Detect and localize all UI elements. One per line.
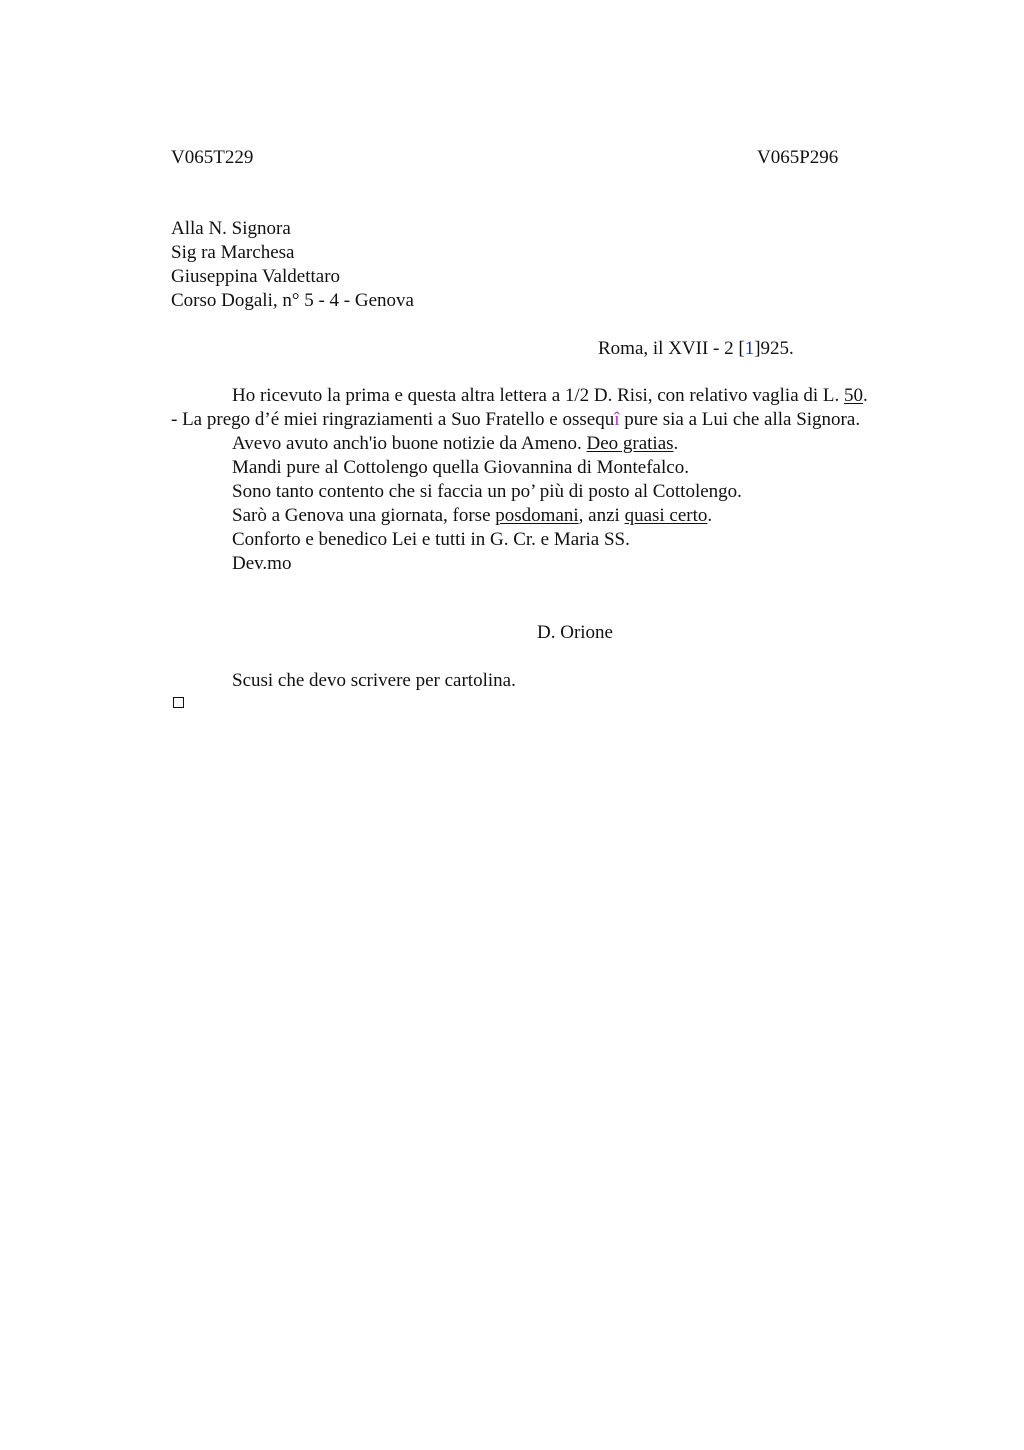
address-line-3: Giuseppina Valdettaro: [171, 266, 341, 287]
body-line-1: [171, 384, 931, 408]
address-line-4: Corso Dogali, n° 5 - 4 - Genova: [171, 290, 414, 311]
address-line-2: Sig ra Marchesa: [171, 242, 295, 263]
amount-underlined: 50: [844, 385, 864, 406]
body-text: Avevo avuto anch'io buone notizie da Ameno.: [232, 433, 587, 454]
body-text: pure sia a Lui che alla Signora.: [619, 409, 861, 430]
signature: D. Orione: [537, 622, 613, 643]
checkbox-square-icon: [173, 697, 184, 708]
body-line-3: [171, 432, 931, 456]
letter-body: [171, 384, 931, 576]
body-text: Sarò a Genova una giornata, forse: [232, 505, 496, 526]
date-prefix: Roma, il XVII - 2 [: [598, 338, 745, 359]
date-suffix: ]925.: [754, 338, 794, 359]
document-reference-right: V065P296: [757, 147, 839, 168]
quasi-certo-underlined: quasi certo: [624, 505, 708, 526]
document-reference-left: V065T229: [171, 147, 254, 168]
address-line-1: Alla N. Signora: [171, 218, 291, 239]
body-text: .: [863, 385, 868, 406]
closing-devmo: Dev.mo: [232, 553, 292, 574]
body-line-7: Conforto e benedico Lei e tutti in G. Cr. e Maria SS.: [232, 529, 630, 550]
body-line-6: [171, 504, 931, 528]
letter-date: [598, 337, 794, 361]
postscript: Scusi che devo scrivere per cartolina.: [232, 670, 516, 691]
accent-mark: î: [614, 409, 620, 430]
body-text: Ho ricevuto la prima e questa altra lettera a 1/2 D. Risi, con relativo vaglia di L.: [232, 385, 845, 406]
body-line-5: Sono tanto contento che si faccia un po’ più di posto al Cottolengo.: [232, 481, 742, 502]
body-text: .: [673, 433, 679, 454]
deo-gratias-underlined: Deo gratias: [586, 433, 674, 454]
body-line-4: Mandi pure al Cottolengo quella Giovannina di Montefalco.: [232, 457, 689, 478]
body-text: .: [707, 505, 713, 526]
recipient-address: [171, 217, 414, 313]
body-line-2: [171, 408, 931, 432]
body-text: , anzi: [578, 505, 625, 526]
body-text: - La prego d’é miei ringraziamenti a Suo Fratello e ossequ: [171, 409, 615, 430]
posdomani-underlined: posdomani: [495, 505, 579, 526]
date-bracket-digit: 1: [744, 338, 755, 359]
